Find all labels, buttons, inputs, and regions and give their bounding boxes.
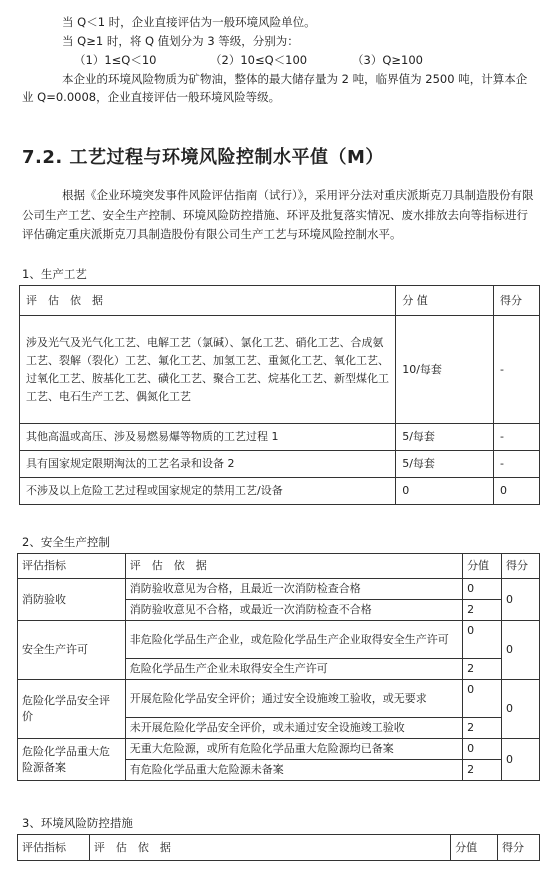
risk-prevention-table bbox=[17, 834, 540, 861]
score-cell: 2 bbox=[463, 600, 502, 621]
row-basis: 不涉及以上危险工艺过程或国家规定的禁用工艺/设备 bbox=[20, 478, 396, 505]
row-result: - bbox=[494, 424, 540, 451]
basis-cell: 非危险化学品生产企业，或危险化学品生产企业取得安全生产许可 bbox=[125, 621, 462, 659]
intro-level-3: （3）Q≥100 bbox=[352, 53, 423, 67]
table-row bbox=[20, 478, 540, 505]
intro-line-1: 当 Q＜1 时，企业直接评估为一般环境风险单位。 bbox=[62, 15, 316, 29]
intro-level-1: （1）1≤Q＜10 bbox=[74, 53, 157, 67]
section-3-title: 3、环境风险防控措施 bbox=[22, 816, 133, 830]
row-score: 5/每套 bbox=[396, 424, 494, 451]
table-header-row bbox=[20, 286, 540, 316]
intro-line-2: 当 Q≥1 时，将 Q 值划分为 3 等级，分别为： bbox=[62, 34, 299, 48]
score-cell: 2 bbox=[463, 718, 502, 739]
header-basis: 评 估 依 据 bbox=[89, 835, 450, 861]
section-1-title: 1、生产工艺 bbox=[22, 267, 87, 281]
score-cell: 0 bbox=[463, 621, 502, 659]
table-header-row bbox=[18, 835, 540, 861]
header-result: 得分 bbox=[502, 554, 540, 579]
header-result: 得分 bbox=[494, 286, 540, 316]
score-cell: 0 bbox=[463, 579, 502, 600]
header-indicator: 评估指标 bbox=[18, 554, 126, 579]
row-result: 0 bbox=[494, 478, 540, 505]
row-basis: 具有国家规定限期淘汰的工艺名录和设备 2 bbox=[20, 451, 396, 478]
basis-cell: 消防验收意见不合格，或最近一次消防检查不合格 bbox=[125, 600, 462, 621]
intro-paragraph: 本企业的环境风险物质为矿物油，整体的最大储存量为 2 吨，临界值为 2500 吨，计算本企业 Q=0.0008，企业直接评估一般环境风险等级。 bbox=[22, 72, 528, 104]
header-score: 分值 bbox=[463, 554, 502, 579]
indicator-cell: 危险化学品重大危险源备案 bbox=[18, 739, 126, 781]
table-row bbox=[20, 451, 540, 478]
basis-cell: 有危险化学品重大危险源未备案 bbox=[125, 760, 462, 781]
table-row bbox=[18, 680, 540, 718]
safety-control-table bbox=[17, 553, 540, 781]
score-cell: 2 bbox=[463, 760, 502, 781]
heading-paragraph: 根据《企业环境突发事件风险评估指南（试行）》，采用评分法对重庆派斯克刀具制造股份有限公司生产工艺、安全生产控制、环境风险防控措施、环评及批复落实情况、废水排放去向等指标进行评估确定重庆派斯克刀具制造股份有限公司生产工艺与环境风险控制水平。 bbox=[22, 188, 534, 241]
row-score: 0 bbox=[396, 478, 494, 505]
indicator-cell: 安全生产许可 bbox=[18, 621, 126, 680]
basis-cell: 危险化学品生产企业未取得安全生产许可 bbox=[125, 659, 462, 680]
header-score: 分值 bbox=[451, 835, 498, 861]
score-cell: 2 bbox=[463, 659, 502, 680]
table-row bbox=[20, 316, 540, 424]
row-result: - bbox=[494, 316, 540, 424]
result-cell: 0 bbox=[502, 680, 540, 739]
row-basis: 其他高温或高压、涉及易燃易爆等物质的工艺过程 1 bbox=[20, 424, 396, 451]
basis-cell: 消防验收意见为合格，且最近一次消防检查合格 bbox=[125, 579, 462, 600]
row-score: 10/每套 bbox=[396, 316, 494, 424]
header-indicator: 评估指标 bbox=[18, 835, 90, 861]
result-cell: 0 bbox=[502, 739, 540, 781]
table-row bbox=[20, 424, 540, 451]
section-2-title: 2、安全生产控制 bbox=[22, 535, 110, 549]
production-process-table bbox=[19, 285, 540, 505]
header-result: 得分 bbox=[498, 835, 540, 861]
header-score: 分 值 bbox=[396, 286, 494, 316]
basis-cell: 未开展危险化学品安全评价，或未通过安全设施竣工验收 bbox=[125, 718, 462, 739]
row-score: 5/每套 bbox=[396, 451, 494, 478]
basis-cell: 无重大危险源，或所有危险化学品重大危险源均已备案 bbox=[125, 739, 462, 760]
indicator-cell: 危险化学品安全评价 bbox=[18, 680, 126, 739]
indicator-cell: 消防验收 bbox=[18, 579, 126, 621]
table-row bbox=[18, 621, 540, 659]
score-cell: 0 bbox=[463, 739, 502, 760]
table-row bbox=[18, 579, 540, 600]
basis-cell: 开展危险化学品安全评价；通过安全设施竣工验收，或无要求 bbox=[125, 680, 462, 718]
table-row bbox=[18, 739, 540, 760]
row-basis: 涉及光气及光气化工艺、电解工艺（氯碱）、氯化工艺、硝化工艺、合成氨工艺、裂解（裂化）工艺、氟化工艺、加氢工艺、重氮化工艺、氧化工艺、过氧化工艺、胺基化工艺、磺化工艺、聚合工艺、烷基化工艺、新型煤化工工艺、电石生产工艺、偶氮化工艺 bbox=[20, 316, 396, 424]
result-cell: 0 bbox=[502, 579, 540, 621]
header-basis: 评 估 依 据 bbox=[20, 286, 396, 316]
section-heading: 7.2. 工艺过程与环境风险控制水平值（M） bbox=[22, 147, 384, 168]
intro-level-2: （2）10≤Q＜100 bbox=[210, 53, 308, 67]
row-result: - bbox=[494, 451, 540, 478]
table-header-row bbox=[18, 554, 540, 579]
score-cell: 0 bbox=[463, 680, 502, 718]
header-basis: 评 估 依 据 bbox=[125, 554, 462, 579]
result-cell: 0 bbox=[502, 621, 540, 680]
